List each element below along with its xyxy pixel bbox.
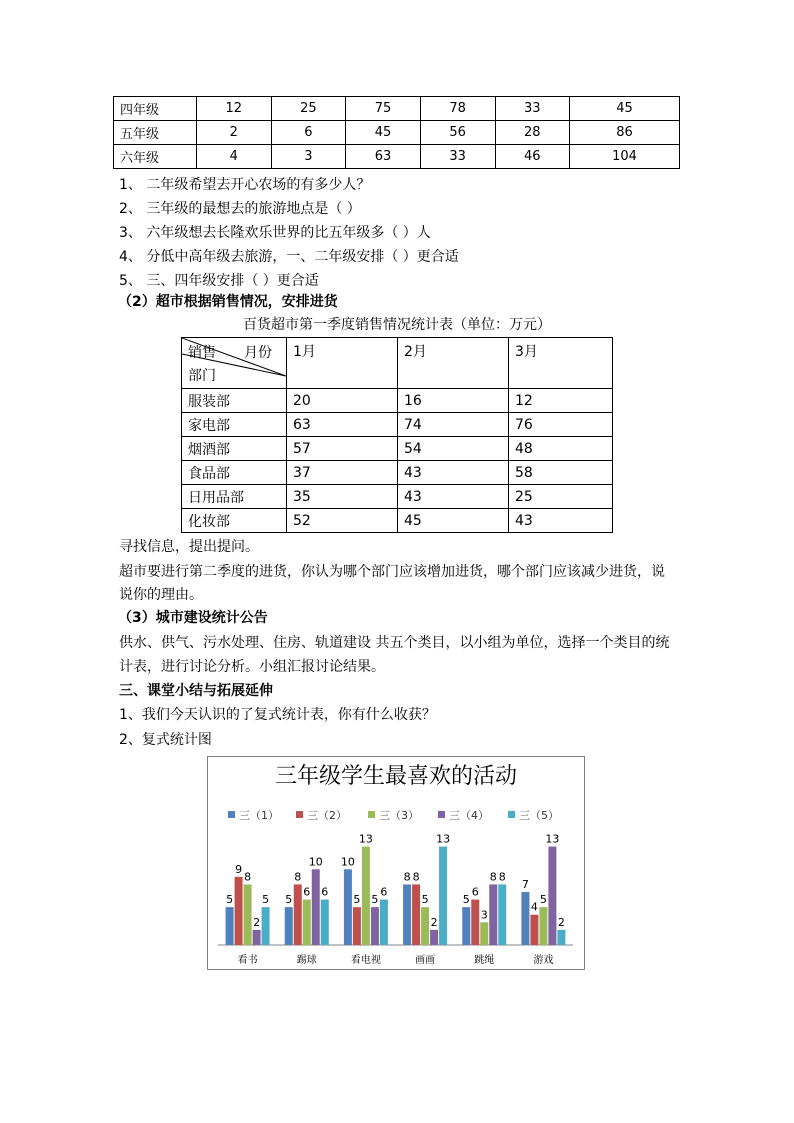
category-label: 看书	[237, 955, 258, 966]
bar	[498, 884, 506, 945]
sales-cell: 58	[509, 461, 613, 485]
dept-label: 烟酒部	[182, 437, 287, 461]
dept-label: 食品部	[182, 461, 287, 485]
data-label: 4	[530, 900, 538, 914]
sales-row	[182, 461, 613, 485]
bar	[412, 884, 420, 945]
data-label: 8	[489, 870, 497, 884]
data-label: 2	[253, 915, 261, 929]
grade-cell: 78	[420, 97, 495, 121]
sales-cell: 48	[509, 437, 613, 461]
data-label: 5	[226, 893, 234, 907]
data-label: 2	[557, 915, 565, 929]
bar-chart	[208, 757, 584, 969]
data-label: 13	[545, 832, 560, 846]
bar	[557, 930, 565, 945]
bar	[226, 907, 234, 945]
sales-row	[182, 389, 613, 413]
sales-table	[181, 337, 613, 533]
sales-cell: 74	[398, 413, 509, 437]
bar	[521, 892, 529, 945]
dept-label: 化妆部	[182, 509, 287, 533]
legend-swatch	[368, 811, 375, 818]
corner-label-sales: 销售	[188, 345, 216, 361]
chart-container	[207, 756, 585, 970]
grade-cell: 6	[271, 121, 346, 145]
para-city-2: 计表，进行讨论分析。小组汇报讨论结果。	[119, 659, 385, 675]
bar	[312, 869, 320, 945]
sales-table-title: 百货超市第一季度销售情况统计表（单位：万元）	[243, 317, 551, 333]
bar	[353, 907, 361, 945]
question-item: 2、 三年级的最想去的旅游地点是（ ）	[119, 201, 361, 217]
sales-cell: 76	[509, 413, 613, 437]
category-label: 跳绳	[474, 955, 495, 966]
month-header: 1月	[287, 338, 398, 389]
grade-cell: 45	[570, 97, 680, 121]
grade-cell: 12	[197, 97, 272, 121]
grade-row	[114, 121, 680, 145]
bar	[362, 847, 370, 945]
sales-cell: 35	[287, 485, 398, 509]
dept-label: 服装部	[182, 389, 287, 413]
bar	[380, 900, 388, 945]
bar	[462, 907, 470, 945]
sales-cell: 45	[398, 509, 509, 533]
data-label: 8	[412, 870, 420, 884]
bar	[262, 907, 270, 945]
data-label: 13	[358, 832, 373, 846]
grade-cell: 33	[420, 145, 495, 169]
dept-label: 家电部	[182, 413, 287, 437]
grade-cell: 104	[570, 145, 680, 169]
data-label: 2	[430, 915, 438, 929]
bar	[321, 900, 329, 945]
category-label: 看电视	[350, 955, 381, 966]
category-label: 游戏	[533, 955, 554, 966]
month-header: 3月	[509, 338, 613, 389]
grade-cell: 33	[495, 97, 570, 121]
month-header: 2月	[398, 338, 509, 389]
section2-title: （2）超市根据销售情况，安排进货	[118, 294, 338, 310]
sales-header-row	[182, 338, 613, 389]
bar	[371, 907, 379, 945]
data-label: 6	[380, 885, 388, 899]
legend-label: 三（2）	[307, 809, 347, 822]
chart-title: 三年级学生最喜欢的活动	[274, 764, 518, 789]
data-label: 5	[539, 893, 547, 907]
grade-row	[114, 145, 680, 169]
question-item: 1、 二年级希望去开心农场的有多少人？	[119, 177, 371, 193]
question-item: 5、 三、四年级安排（ ）更合适	[119, 273, 319, 289]
grade-cell: 25	[271, 97, 346, 121]
sales-cell: 43	[398, 461, 509, 485]
data-label: 5	[421, 893, 429, 907]
sales-cell: 20	[287, 389, 398, 413]
grade-cell: 86	[570, 121, 680, 145]
summary-item-2: 2、复式统计图	[119, 732, 212, 748]
bar	[548, 847, 556, 945]
question-item: 4、 分低中高年级去旅游，一、二年级安排（ ）更合适	[119, 249, 459, 265]
data-label: 10	[340, 855, 355, 869]
bar	[253, 930, 261, 945]
para-city-1: 供水、供气、污水处理、住房、轨道建设 共五个类目，以小组为单位，选择一个类目的统	[119, 635, 670, 651]
sales-cell: 12	[509, 389, 613, 413]
corner-label-dept: 部门	[188, 368, 216, 384]
data-label: 8	[294, 870, 302, 884]
legend-label: 三（3）	[379, 809, 419, 822]
bar	[303, 900, 311, 945]
sales-cell: 54	[398, 437, 509, 461]
bar	[294, 884, 302, 945]
bar	[539, 907, 547, 945]
grade-cell: 56	[420, 121, 495, 145]
data-label: 5	[285, 893, 293, 907]
grade-cell: 63	[346, 145, 421, 169]
legend-label: 三（4）	[449, 809, 489, 822]
data-label: 8	[403, 870, 411, 884]
data-label: 5	[462, 893, 470, 907]
bar	[430, 930, 438, 945]
legend-swatch	[228, 811, 235, 818]
sales-row	[182, 413, 613, 437]
legend-swatch	[296, 811, 303, 818]
category-label: 踢球	[296, 955, 317, 966]
bar	[235, 877, 243, 945]
grade-table	[113, 96, 680, 169]
grade-cell: 4	[197, 145, 272, 169]
bar	[489, 884, 497, 945]
grade-cell: 46	[495, 145, 570, 169]
grade-cell: 2	[197, 121, 272, 145]
data-label: 13	[436, 832, 451, 846]
data-label: 8	[498, 870, 506, 884]
bar	[285, 907, 293, 945]
question-item: 3、 六年级想去长隆欢乐世界的比五年级多（ ）人	[119, 225, 431, 241]
legend-swatch	[438, 811, 445, 818]
data-label: 8	[244, 870, 252, 884]
dept-label: 日用品部	[182, 485, 287, 509]
grade-cell: 28	[495, 121, 570, 145]
data-label: 6	[321, 885, 329, 899]
legend-swatch	[508, 811, 515, 818]
bar	[344, 869, 352, 945]
grade-row	[114, 97, 680, 121]
sales-cell: 52	[287, 509, 398, 533]
data-label: 3	[480, 908, 488, 922]
data-label: 5	[353, 893, 361, 907]
data-label: 6	[471, 885, 479, 899]
grade-label: 四年级	[114, 97, 197, 121]
data-label: 6	[303, 885, 311, 899]
sales-cell: 16	[398, 389, 509, 413]
bar	[530, 915, 538, 945]
para-supermarket-2: 说你的理由。	[119, 587, 203, 603]
data-label: 7	[521, 878, 529, 891]
legend-label: 三（5）	[519, 809, 559, 822]
corner-label-month: 月份	[244, 345, 272, 361]
grade-label: 五年级	[114, 121, 197, 145]
sales-row	[182, 437, 613, 461]
section3-title: （3）城市建设统计公告	[118, 610, 268, 626]
diagonal-header-cell	[182, 338, 287, 389]
para-find: 寻找信息，提出提问。	[119, 539, 259, 555]
grade-cell: 75	[346, 97, 421, 121]
bar	[403, 884, 411, 945]
sales-cell: 25	[509, 485, 613, 509]
sales-cell: 43	[509, 509, 613, 533]
sales-cell: 37	[287, 461, 398, 485]
sales-row	[182, 485, 613, 509]
summary-item-1: 1、我们今天认识的了复式统计表，你有什么收获？	[119, 707, 436, 723]
data-label: 5	[262, 893, 270, 907]
bar	[421, 907, 429, 945]
bar	[439, 847, 447, 945]
sales-cell: 57	[287, 437, 398, 461]
data-label: 5	[371, 893, 379, 907]
data-label: 9	[235, 862, 243, 876]
para-supermarket-1: 超市要进行第二季度的进货，你认为哪个部门应该增加进货，哪个部门应该减少进货，说	[119, 564, 665, 580]
grade-cell: 45	[346, 121, 421, 145]
legend-label: 三（1）	[239, 809, 279, 822]
bar	[471, 900, 479, 945]
bar	[480, 922, 488, 945]
sales-cell: 63	[287, 413, 398, 437]
grade-cell: 3	[271, 145, 346, 169]
summary-section-title: 三、课堂小结与拓展延伸	[119, 683, 273, 699]
grade-label: 六年级	[114, 145, 197, 169]
data-label: 10	[308, 855, 323, 869]
sales-cell: 43	[398, 485, 509, 509]
bar	[244, 884, 252, 945]
category-label: 画画	[415, 955, 436, 966]
sales-row	[182, 509, 613, 533]
